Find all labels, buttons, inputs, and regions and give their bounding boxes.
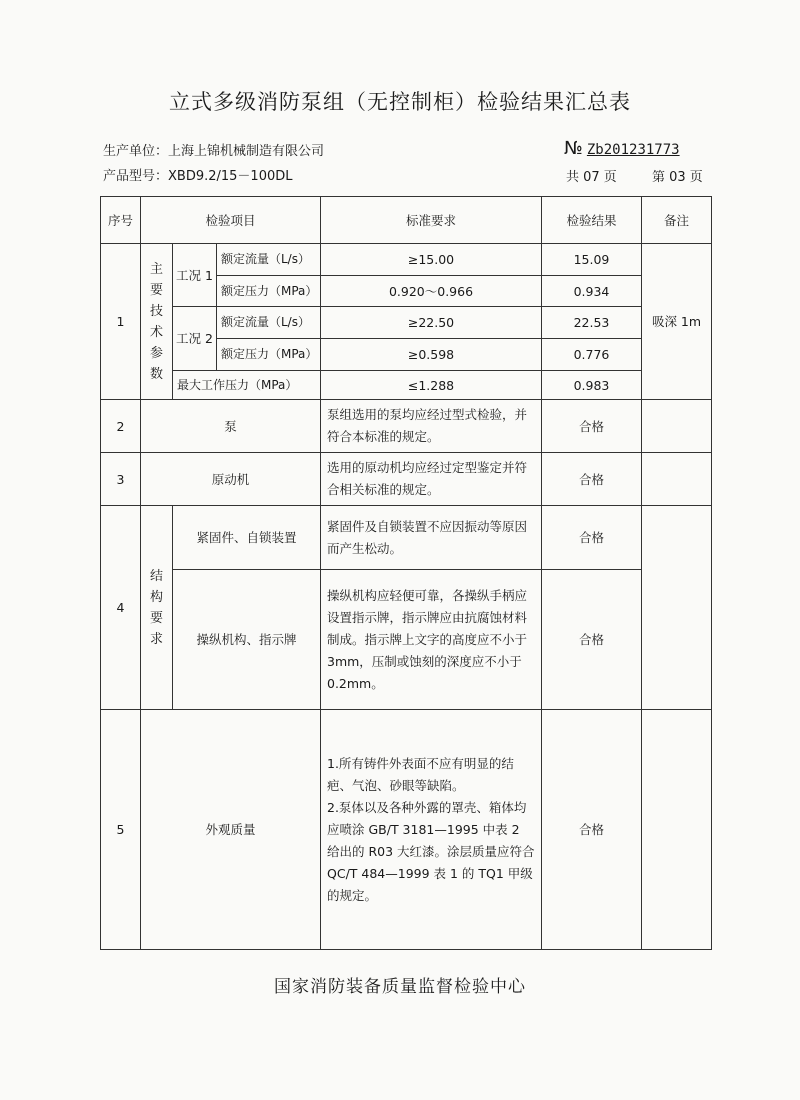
row1-c2-flow-label: 额定流量（L/s） xyxy=(217,307,321,339)
row2-standard: 泵组选用的泵均应经过型式检验，并符合本标准的规定。 xyxy=(321,400,542,453)
row1-c1-flow-standard: ≥15.00 xyxy=(321,244,542,276)
report-number xyxy=(564,138,680,159)
header-item: 检验项目 xyxy=(141,197,321,244)
row1-condition-1: 工况 1 xyxy=(173,244,217,307)
current-page: 第 03 页 xyxy=(652,170,703,185)
row1-c2-flow-result: 22.53 xyxy=(542,307,642,339)
table-header-row xyxy=(101,197,712,244)
row4-sub2-standard: 操纵机构应轻便可靠，各操纵手柄应设置指示牌，指示牌应由抗腐蚀材料制成。指示牌上文字的高度应不小于 3mm，压制或蚀刻的深度应不小于 0.2mm。 xyxy=(321,570,542,710)
row4-sub2-item: 操纵机构、指示牌 xyxy=(173,570,321,710)
row3-remark xyxy=(642,453,712,506)
total-pages: 共 07 页 xyxy=(566,170,617,185)
row1-group-text: 主要技术参数 xyxy=(149,261,163,382)
row1-c1-flow-label: 额定流量（L/s） xyxy=(217,244,321,276)
row1-seq: 1 xyxy=(101,244,141,400)
table-row xyxy=(101,710,712,950)
inspection-result-table xyxy=(100,196,712,950)
row1-max-label: 最大工作压力（MPa） xyxy=(173,371,321,400)
row5-result: 合格 xyxy=(542,710,642,950)
model-label: 产品型号：XBD9.2/15－100DL xyxy=(103,169,293,184)
row1-group xyxy=(141,244,173,400)
row3-seq: 3 xyxy=(101,453,141,506)
table-row xyxy=(101,506,712,570)
header-standard: 标准要求 xyxy=(321,197,542,244)
row1-c2-pressure-label: 额定压力（MPa） xyxy=(217,339,321,371)
table-row xyxy=(101,400,712,453)
row2-item: 泵 xyxy=(141,400,321,453)
issuing-organization: 国家消防装备质量监督检验中心 xyxy=(274,977,526,997)
row2-seq: 2 xyxy=(101,400,141,453)
header-seq: 序号 xyxy=(101,197,141,244)
row4-remark xyxy=(642,506,712,710)
table-row xyxy=(101,453,712,506)
document-title: 立式多级消防泵组（无控制柜）检验结果汇总表 xyxy=(169,90,631,114)
row5-item: 外观质量 xyxy=(141,710,321,950)
row1-remark: 吸深 1m xyxy=(642,244,712,400)
row2-result: 合格 xyxy=(542,400,642,453)
row1-max-standard: ≤1.288 xyxy=(321,371,542,400)
row1-c1-pressure-label: 额定压力（MPa） xyxy=(217,276,321,307)
row1-max-result: 0.983 xyxy=(542,371,642,400)
row4-sub1-item: 紧固件、自锁装置 xyxy=(173,506,321,570)
row3-result: 合格 xyxy=(542,453,642,506)
producer-label: 生产单位：上海上锦机械制造有限公司 xyxy=(103,144,325,159)
row3-item: 原动机 xyxy=(141,453,321,506)
row1-condition-2: 工况 2 xyxy=(173,307,217,371)
row4-sub1-result: 合格 xyxy=(542,506,642,570)
row5-remark xyxy=(642,710,712,950)
table-row xyxy=(101,307,712,339)
row1-c2-pressure-standard: ≥0.598 xyxy=(321,339,542,371)
row5-standard-2: 2.泵体以及各种外露的罩壳、箱体均应喷涂 GB/T 3181—1995 中表 2 给出的 R03 大红漆。涂层质量应符合 QC/T 484—1999 表 1 的 TQ1 甲级的规定。 xyxy=(327,799,535,903)
report-number-symbol: № xyxy=(564,138,583,159)
table-row xyxy=(101,570,712,710)
header-remark: 备注 xyxy=(642,197,712,244)
row4-sub1-standard: 紧固件及自锁装置不应因振动等原因而产生松动。 xyxy=(321,506,542,570)
row1-c1-flow-result: 15.09 xyxy=(542,244,642,276)
report-number-value: Zb201231773 xyxy=(586,142,680,158)
header-result: 检验结果 xyxy=(542,197,642,244)
row1-c1-pressure-result: 0.934 xyxy=(542,276,642,307)
row2-remark xyxy=(642,400,712,453)
row4-group-text: 结构要求 xyxy=(149,568,163,647)
row3-standard: 选用的原动机均应经过定型鉴定并符合相关标准的规定。 xyxy=(321,453,542,506)
row4-sub2-result: 合格 xyxy=(542,570,642,710)
row4-seq: 4 xyxy=(101,506,141,710)
row1-c2-flow-standard: ≥22.50 xyxy=(321,307,542,339)
row5-standard xyxy=(321,710,542,950)
row1-c2-pressure-result: 0.776 xyxy=(542,339,642,371)
row1-c1-pressure-standard: 0.920～0.966 xyxy=(321,276,542,307)
row5-seq: 5 xyxy=(101,710,141,950)
table-row xyxy=(101,371,712,400)
row5-standard-1: 1.所有铸件外表面不应有明显的结疤、气泡、砂眼等缺陷。 xyxy=(327,755,514,793)
row4-group xyxy=(141,506,173,710)
table-row xyxy=(101,244,712,276)
